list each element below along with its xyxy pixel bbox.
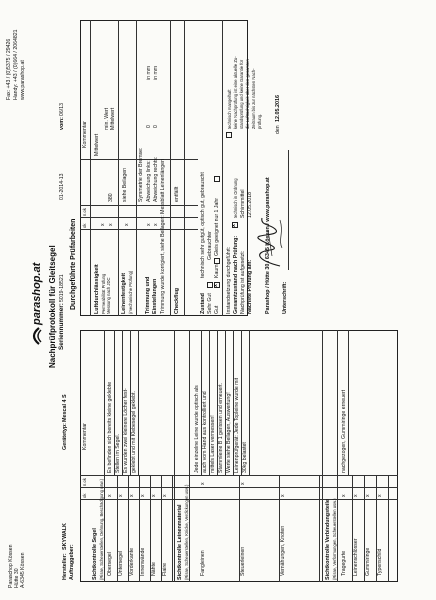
trimm-ok: x xyxy=(146,223,152,226)
disclaimer-line: keine Nachprüfung ist eine aktuelle Zu- xyxy=(233,56,238,129)
segel-title: Sichtkontrolle Segel xyxy=(92,528,98,580)
year-label: vom: xyxy=(59,117,65,130)
luft-sub1: Permeabilität Prüfung xyxy=(101,273,106,314)
checkflug-label: Checkflug xyxy=(174,287,180,314)
leinen-row-label: Steuerleinen xyxy=(240,546,246,576)
zustand-opt1: Sehr Gut xyxy=(207,293,213,314)
luft-value1: 380 xyxy=(108,193,114,202)
instand-checkbox-mark: x xyxy=(231,224,237,227)
zustand-text1: technisch sehr gutgüt, optisch gut, gebrauscht xyxy=(200,172,206,278)
defect-check-label: technisch mangelhaft xyxy=(227,89,232,129)
leinen-comment-line: Leinenprüfgerät: Jede Topleine wurde mit xyxy=(234,377,240,473)
company-web: www.parashop.at xyxy=(20,60,26,100)
verbindung-row-ok: x xyxy=(365,494,371,497)
segel-row-ok: x xyxy=(140,494,146,497)
company-fax: Fax: +43 / (0)5375 / 29426 xyxy=(6,38,12,100)
leinen-comment-line: 30kg belastet xyxy=(242,442,248,473)
protocol-title: Nachprüfprotokoll für Gleitsegel xyxy=(48,245,57,368)
leinen-comment-line: Stammleine B 1 gerissen und erneuert. xyxy=(218,383,224,473)
verbindung-row-label: Gummiringe xyxy=(365,547,371,576)
verbindung-title: Sichtkontrolle Verbindungsteile xyxy=(325,499,331,580)
segel-comment-line: Stellen im Segel. xyxy=(115,434,121,473)
instand-check1: technisch in Ordnung xyxy=(233,178,238,218)
manufacturer-value: SKYWALK xyxy=(62,523,68,550)
disclaimer-line: prüfung. xyxy=(257,113,262,129)
leinen-row-nok: x xyxy=(240,482,246,485)
zustand-checkbox-4[interactable] xyxy=(214,176,220,182)
serial-label: Seriennummer: xyxy=(58,303,65,350)
date-field: 01-2014-13 xyxy=(59,173,65,200)
trimm-title2: Einstellungen xyxy=(152,278,158,314)
trimm-line2-value: 0 xyxy=(153,125,159,128)
trimm-line1-unit: in mm xyxy=(146,65,152,80)
luft-ok: x xyxy=(100,223,106,226)
verbindung-row-label: Tragegurte xyxy=(341,550,347,576)
segel-row-label: Innenwände xyxy=(140,547,146,576)
verbindung-row-ok: x xyxy=(353,494,359,497)
handwritten-signature xyxy=(250,210,290,270)
instand-check2: Schirmmittel xyxy=(240,189,246,218)
leinenfest-sub: (mechanische Prüfung) xyxy=(128,270,133,314)
trimm-note: Trimmung wurde korrigiert, siehe Beilagen: Messblatt Leinenlängen xyxy=(160,159,166,314)
signed-date-label: den xyxy=(275,125,281,134)
instand-label4: Nächste Prüfung am: xyxy=(247,259,253,314)
client-label: Auftraggeber: xyxy=(69,544,75,580)
segel-row-label: Vorderkante xyxy=(129,548,135,576)
segel-comment-line: Es befinden sich bereits kleine geklebte xyxy=(107,381,113,473)
signature-label: Unterschrift: xyxy=(282,281,288,314)
instand-label2: Gesamtzustand nach Prüfung: xyxy=(233,235,239,314)
comment-header: Kommentar xyxy=(82,423,88,450)
defect-checkbox[interactable] xyxy=(226,132,232,138)
leinen-row-label: Vernähungen, Knoten xyxy=(280,525,286,576)
company-phone: Handy: +43 / (0)664 / 2064821 xyxy=(13,29,19,100)
leinen-row-ok: x xyxy=(280,494,286,497)
checks-title: Durchgeführte Prüfarbeiten xyxy=(70,218,77,310)
segel-row-ok: x xyxy=(162,494,168,497)
luft-sub2: Messung nach JDC xyxy=(106,277,111,314)
segel-row-ok: x xyxy=(107,494,113,497)
luft-title: Luftdurchlässigkeit xyxy=(94,264,100,314)
model-value: Mescal 4 S xyxy=(62,394,68,422)
segel-row-label: Obersegel xyxy=(107,552,113,576)
comment-header-right: Kommentar xyxy=(82,121,88,148)
segel-comment-line: Es wurden zwei kleinere Löcher fest- xyxy=(123,388,129,473)
verbindung-row-label: Typenschild xyxy=(377,548,383,576)
segel-row-label: Flaire xyxy=(162,563,168,576)
leinen-row-nok: x xyxy=(200,482,206,485)
disclaimer-line: standsprüfung und keine Garantie für xyxy=(239,59,244,129)
zustand-checkbox-3[interactable] xyxy=(214,258,220,264)
segel-row-ok: x xyxy=(151,494,157,497)
instand-label1: Instandsetzung durchgeführt: xyxy=(226,246,232,314)
trimm-line1-value: 0 xyxy=(146,125,152,128)
zustand-label: Zustand xyxy=(200,293,206,314)
serial-value: 5019-18521 xyxy=(59,274,65,302)
zustand-opt2: Gut xyxy=(214,305,220,314)
trimm-title: Trimmung und xyxy=(145,276,151,314)
model-label: Gerätetyp: xyxy=(62,423,68,450)
luft-comment1: Mittelwert xyxy=(94,133,100,156)
zustand-checkbox-mark: x xyxy=(213,284,219,287)
instand-label3: Nachprüfung ist aufgesetzt: xyxy=(240,250,246,314)
leinen-comment-line: mittels Laser vermessen! xyxy=(210,415,216,473)
leinen-subtitle: (Risse, Scheuerstellen, Knicke, Verdickungen usw.) xyxy=(184,484,189,580)
segel-subtitle: (Risse, Scheuerstellen, Dehnung, Beschädigung usw.) xyxy=(99,478,104,580)
instand-next-date: 12.05.2018 xyxy=(247,192,253,218)
disclaimer-line: Zeitraum bis zur nächsten Nach- xyxy=(251,68,256,129)
col-ok-header-right: ok xyxy=(82,223,87,228)
verbindung-subtitle: (Risse, Verformungen, Scheuerstellen usw.) xyxy=(332,498,337,580)
segel-row-label: Nähte xyxy=(151,562,157,576)
disclaimer-line: die Lufttüchtigkeit über den gesamten xyxy=(245,59,250,129)
paraglider-icon xyxy=(31,327,45,345)
zustand-text2: Gebrauchter xyxy=(207,231,213,260)
luft-comment3: Mittelwert xyxy=(110,107,116,130)
signed-date: 12.05.2016 xyxy=(275,95,281,122)
checkflug-comment: entfällt xyxy=(174,186,180,202)
trimm-comment-top: Symmetrie der Bremse: xyxy=(138,147,144,202)
verbindung-row-ok: x xyxy=(377,494,383,497)
leinen-row-label: Fangleinen xyxy=(200,550,206,576)
zustand-text3: Gleis geeignet nur 1 Jahr xyxy=(214,198,220,256)
segel-row-label: Untersegel xyxy=(118,550,124,576)
col-nok-header-right: n.ok xyxy=(82,208,87,216)
segel-row-ok: x xyxy=(129,494,135,497)
trimm-line1-label: Abweichung links: xyxy=(146,160,152,202)
verbindung-comment-line: nachgezogen, Gummiringe erneuert xyxy=(341,389,347,473)
company-city: A-6345 Kössen xyxy=(20,552,26,588)
verbindung-row-label: Leinenschlösser xyxy=(353,538,359,576)
trimm-ok-2: x xyxy=(153,223,159,226)
company-street: Hütte 30 xyxy=(14,568,20,588)
luft-comment2: min. Wert xyxy=(104,107,110,130)
company-name: Paraschop Kössen xyxy=(8,544,14,588)
year-value: 06/13 xyxy=(59,103,65,116)
segel-comment-line: geklebt und mit Klebesegel geklebt. xyxy=(131,391,137,473)
trimm-line2-label: Abweichung rechts: xyxy=(153,156,159,202)
leinen-comment-line: Jede einzelne Leine wurde optisch als xyxy=(194,385,200,473)
manufacturer-label: Hersteller: xyxy=(62,553,68,580)
leinenfest-comment: siehe Beilagen xyxy=(122,167,128,202)
segel-row-ok: x xyxy=(118,494,124,497)
parashop-logo: parashop.at xyxy=(30,255,46,345)
leinen-comment-line: Werte siehe Beilagen, Auswertung! xyxy=(226,392,232,473)
verbindung-row-ok: x xyxy=(341,494,347,497)
leinenfest-title: Leinenfestigkeit xyxy=(121,272,127,314)
trimm-line2-unit: in mm xyxy=(153,65,159,80)
leinen-comment-line: auch vom Hand aus kontrolliert und xyxy=(202,391,208,473)
col-nok-header: n.ok xyxy=(82,478,87,486)
luft-ok-2: x xyxy=(108,223,114,226)
zustand-opt3: Kaum xyxy=(214,264,220,278)
col-ok-header: ok xyxy=(82,493,87,498)
leinenfest-ok: x xyxy=(124,223,130,226)
leinen-title: Sichtkontrolle Leinenmaterial xyxy=(177,504,183,580)
place-line: Parashop / Hütte 30 / 6345 Kössen / www.parashop.at xyxy=(265,177,271,314)
